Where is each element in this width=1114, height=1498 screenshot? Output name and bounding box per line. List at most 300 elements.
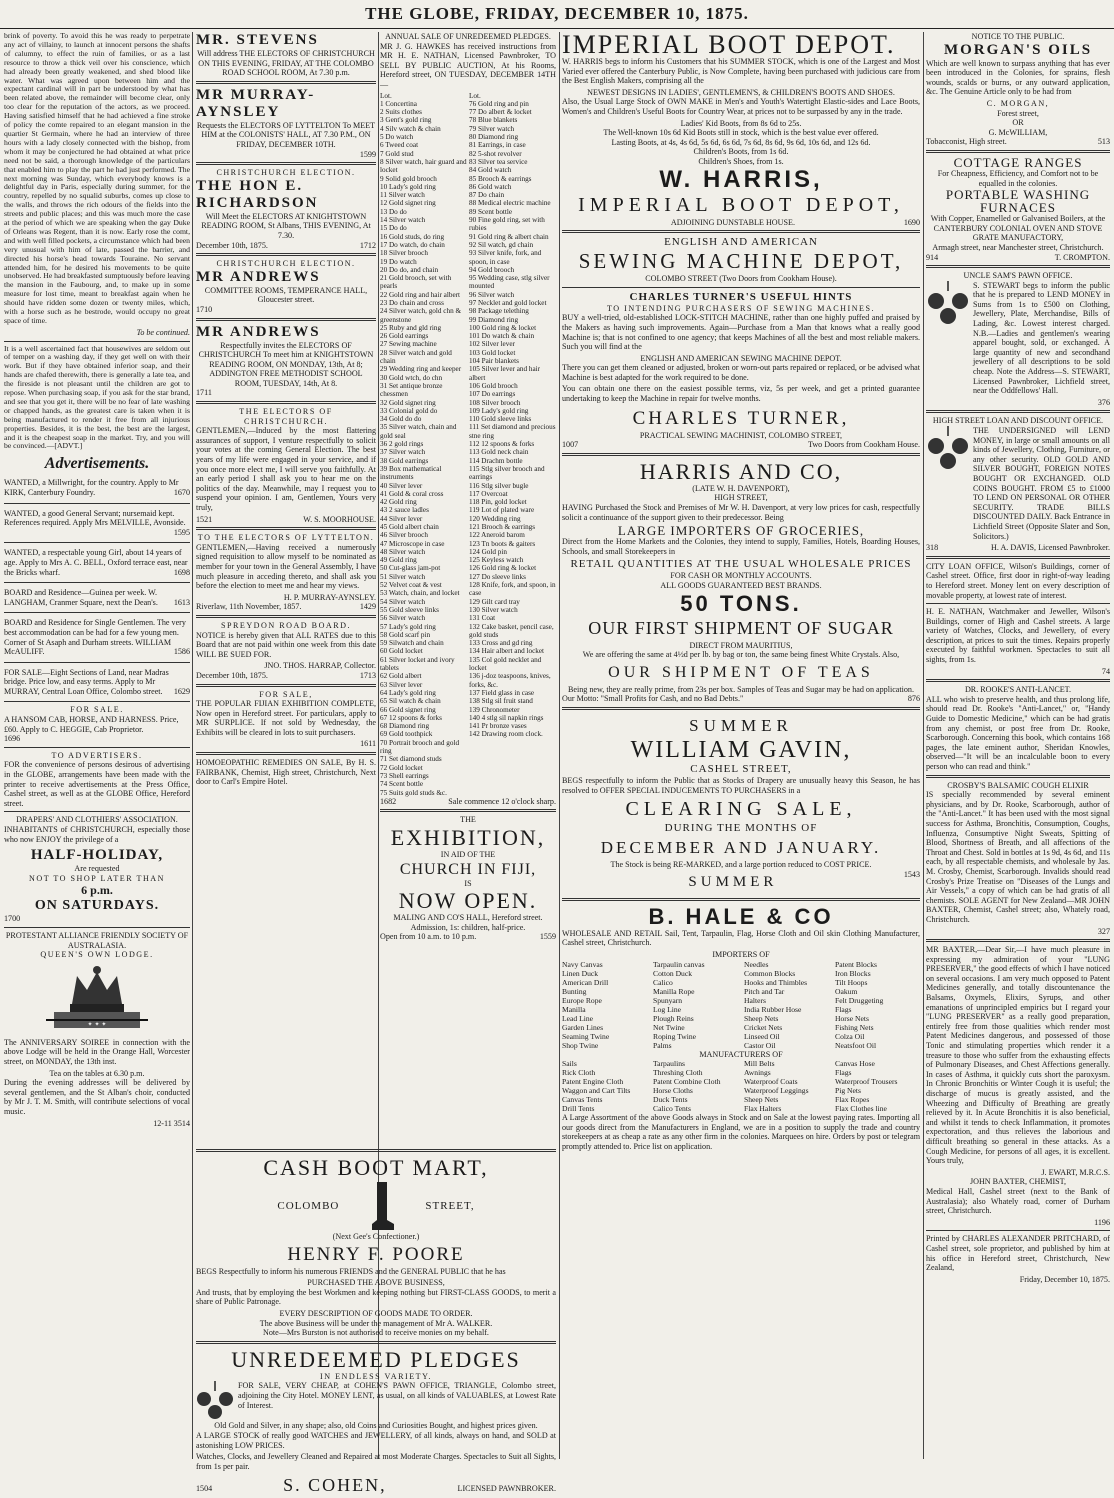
pawn-balls-icon <box>926 281 970 327</box>
masthead: THE GLOBE, FRIDAY, DECEMBER 10, 1875. <box>0 0 1114 29</box>
lot-item: 29 Wedding ring and keeper <box>380 365 462 374</box>
lot-item: 88 Medical electric machine <box>469 199 551 208</box>
lyttelton-signature: H. P. MURRAY-AYNSLEY. <box>283 592 376 602</box>
goods-item: Net Twine <box>653 1022 685 1032</box>
lot-item: 111 Set diamond and precious stne ring <box>469 423 556 440</box>
lot-item: 43 2 sauce ladles <box>380 506 429 515</box>
lot-item: 90 Fine gold ring, set with rubies <box>469 216 545 233</box>
lot-item: 139 Chronometer <box>469 705 520 714</box>
goods-item: Threshing Cloth <box>653 1068 703 1078</box>
crompton-name: T. CROMPTON. <box>1054 252 1110 262</box>
lot-item: 109 Lady's gold ring <box>469 406 529 415</box>
election-heading: CHRISTCHURCH ELECTION. <box>216 168 356 178</box>
lot-item: 64 Lady's gold ring <box>380 688 436 697</box>
evening-number: 12-11 3514 <box>153 1118 190 1128</box>
lot-item: 40 Silver lever <box>380 481 423 490</box>
lot-item: 8 Silver watch, hair guard and locket <box>380 157 467 175</box>
goods-item: Spunyarn <box>653 995 683 1005</box>
lot-item: 53 Watch, chain, and locket <box>380 589 460 598</box>
charles-turner-address: Two Doors from Cookham House. <box>807 440 920 450</box>
teas-text: Being new, they are really prime, from 23s per box. Samples of Teas and Sugar may be had on application. <box>567 684 915 694</box>
hints-depot: ENGLISH AND AMERICAN SEWING MACHINE DEPOT. <box>640 353 842 363</box>
poore-note: Note—Mrs Burston is not authorised to receive monies on my behalf. <box>263 1328 489 1338</box>
lot-item: 114 Drachm bottle <box>469 456 523 465</box>
goods-item: Waterproof Coats <box>744 1077 798 1087</box>
lot-item: 106 Gold brooch <box>469 381 518 390</box>
high-street-loan: HIGH STREET LOAN AND DISCOUNT OFFICE. <box>932 416 1104 426</box>
column-1 <box>4 32 190 1459</box>
poore-text: BEGS Respectfully to inform his numerous FRIENDS and the GENERAL PUBLIC that he has <box>196 1266 506 1276</box>
nathan-text: H. E. NATHAN, Watchmaker and Jeweller, Wilson's Buildings, corner of High and Cashel streets. A large variety of Watches, Clocks, and Jewellery, of every description, at prices to suit the times. Repairs properly executed by faithful workmen. Spectacles to suit all sights, from 1s. <box>926 607 1110 665</box>
lot-item: 36 2 gold rings <box>380 440 424 449</box>
exhibition-admission: Admission, 1s: children, half-price. <box>410 922 526 932</box>
lot-item: 81 Earrings, in case <box>469 141 526 150</box>
exhibition-the: THE <box>460 815 476 825</box>
goods-item: Bunting <box>562 986 587 996</box>
crown-emblem-icon <box>42 964 152 1034</box>
goods-column <box>562 1059 647 1113</box>
lot-item: 131 Coat <box>469 614 496 623</box>
goods-item: Neatsfoot Oil <box>835 1040 877 1050</box>
pawn-balls-icon <box>926 426 970 472</box>
lot-item: 130 Silver watch <box>469 605 518 614</box>
lot-item: 42 Gold ring <box>380 498 417 507</box>
english-american: ENGLISH AND AMERICAN <box>664 236 818 249</box>
andrews-number: 1710 <box>196 304 213 314</box>
lot-item: 47 Microscope in case <box>380 539 445 548</box>
cbm-colombo: COLOMBO <box>277 1199 340 1212</box>
lot-item: 136 j-doz teaspoons, knives, forks, &c. <box>469 672 551 689</box>
lot-item: 80 Diamond ring <box>469 133 519 142</box>
goods-item: Castor Oil <box>744 1040 776 1050</box>
advertisers-title: TO ADVERTISERS. <box>51 750 143 760</box>
goods-item: Calico Tents <box>653 1104 691 1114</box>
classified-ad: WANTED, a Millwright, for the country. Apply to Mr KIRK, Canterbury Foundry. 1670 <box>4 478 190 497</box>
useful-hints-title: CHARLES TURNER'S USEFUL HINTS <box>629 290 853 303</box>
lot-item: 105 Silver lever and hair albert <box>469 365 541 382</box>
lot-item: 41 Gold & coral cross <box>380 489 444 498</box>
lot-item: 28 Silver watch and gold chain <box>380 348 452 366</box>
unredeemed-number: 1504 <box>196 1484 213 1494</box>
lot-label: Lot. <box>469 91 481 100</box>
spreydon-date: December 10th, 1875. <box>196 670 268 680</box>
lot-item: 95 Wedding case, stlg silver mounted <box>469 274 550 291</box>
cash-boot-mart: CASH BOOT MART, <box>263 1155 489 1180</box>
goods-item: Mill Belts <box>744 1059 775 1069</box>
richardson-name: THE HON E. RICHARDSON <box>196 177 319 211</box>
crompton-number: 914 <box>926 252 939 262</box>
lot-item: 110 Gold sleeve links <box>469 415 532 424</box>
electors-heading: THE ELECTORS OF CHRISTCHURCH. <box>239 407 333 426</box>
baxter-address: Medical Hall, Cashel street (next to the Bank of Australasia); also Whately road, corner of Durham street, Christchurch. <box>926 1186 1110 1216</box>
manufactory: CANTERBURY COLONIAL OVEN AND STOVE GRATE MANUFACTORY, <box>933 223 1103 243</box>
goods-item: Common Blocks <box>744 968 796 978</box>
goods-item: Manilla Rope <box>653 986 695 996</box>
lot-item: 129 Gilt card tray <box>469 597 520 606</box>
lot-item: 71 Set diamond studs <box>380 755 442 764</box>
shipment-teas: OUR SHIPMENT OF TEAS <box>608 663 874 681</box>
sale-title: ANNUAL SALE OF UNREDEEMED PLEDGES. <box>385 32 551 41</box>
goods-item: Tarpaulin canvas <box>653 959 705 969</box>
column-rule <box>923 32 924 1459</box>
soap-advert: It is a well ascertained fact that housewives are seldom out of temper on a washing day, if they get well on with their work. But if they have obtained inferior soap, and their hands are chafed therewith, there is generally a late tea, and the fireside is not pleasant until the children are got to repose. When purchasing soap, if you ask for the star brand, and see that you get it, there will be no fear of late washing or chapped hands, as the greatest care is taken when it is being manufactured to render it free from all injurious properties. Besides, it is the best, the best are the largest, and it is the cheapest soap in the market. Try, and you will be convinced.—[ADVT.] <box>4 343 190 451</box>
w-harris-title: W. HARRIS, <box>659 165 823 193</box>
spreydon-heading: SPREYDON ROAD BOARD. <box>220 620 352 630</box>
richardson-number: 1712 <box>359 240 376 250</box>
lot-item: 94 Gold brooch <box>469 265 515 274</box>
lot-item: 9 Solid gold brooch <box>380 174 437 183</box>
lot-item: 3 Gent's gold ring <box>380 116 432 125</box>
lot-item: 91 Gold ring & albert chain <box>469 232 549 241</box>
crosby-number: 327 <box>1097 926 1110 936</box>
goods-item: Rick Cloth <box>562 1068 596 1078</box>
classified-ad: BOARD and Residence—Guinea per week. W. LANGHAM, Cranmer Square, next the Dean's. 1613 <box>4 588 190 607</box>
loan-text: THE UNDERSIGNED will LEND MONEY, in large or small amounts on all kinds of Jewellery, Clothing, Furniture, or any other security. OLD GOLD AND SILVER BOUGHT, FOREIGN NOTES BOUGHT OR EXCHANGED. OLD COINS BOUGHT. FROM £5 to £1000 TO LEND ON PERSONAL OR OTHER SECURITY. TRADE BILLS DISCOUNTED DAILY. Back Entrance in Lichfield Street (Opposite Slater and Son, Solicitors.) <box>973 426 1110 541</box>
adjoining: ADJOINING DUNSTABLE HOUSE. <box>670 217 795 227</box>
charles-turner-number: 1007 <box>562 440 579 450</box>
goods-item: Waterproof Leggings <box>744 1086 809 1096</box>
lot-item: 62 Gold albert <box>380 672 422 681</box>
goods-item: Horse Nets <box>835 1013 869 1023</box>
goods-item: Halters <box>744 995 766 1005</box>
lot-item: 17 Do watch, do chain <box>380 240 445 249</box>
charles-turner: CHARLES TURNER, <box>632 407 850 429</box>
lot-item: 5 Do watch <box>380 133 414 142</box>
goods-item: Roping Twine <box>653 1031 696 1041</box>
lot-item: 34 Gold do do <box>380 415 422 424</box>
colombo-street: COLOMBO STREET (Two Doors from Cookham House). <box>645 274 837 284</box>
goods-item: Waterproof Trousers <box>835 1077 898 1087</box>
goods-item: Navy Canvas <box>562 959 603 969</box>
lot-item: 44 Silver lever <box>380 514 423 523</box>
first-shipment: OUR FIRST SHIPMENT OF SUGAR <box>588 617 894 638</box>
harris-text2: Also, the Usual Large Stock of OWN MAKE in Men's and Youth's Watertight Elastic-sides and Lace Boots, Women's and Children's Useful Boots for Country Wear, at prices not to be surpassed by any in the trade. <box>562 97 920 116</box>
hints-text: BUY a well-tried, old-established LOCK-STITCH MACHINE, rather than one highly puffed and praised by the Makers as having such improvements. Again—Purchase from a Man that knows what a really good Machine is; that is not confined to one agency; that keeps Machines of all the best and most reliable makers. Such you will find at the <box>562 313 920 352</box>
oils-tobacconist: Tobacconist, High street. <box>926 137 1007 147</box>
goods-item: Garden Lines <box>562 1022 604 1032</box>
lot-item: 98 Package telething <box>469 307 529 316</box>
lot-item: 65 Sil watch & chain <box>380 697 441 706</box>
unredeemed-large: A LARGE STOCK of really good WATCHES and JEWELLERY, of all kinds, always on hand, and SOLD at astonishing LOW PRICES. <box>196 1430 556 1450</box>
lot-item: 73 Shell earrings <box>380 771 429 780</box>
lot-item: 72 Gold locket <box>380 763 423 772</box>
forsale-text: A HANSOM CAB, HORSE, AND HARNESS. Price, £60. Apply to C. HEGGIE, Cab Proprietor. <box>4 715 179 734</box>
half-holiday: HALF-HOLIDAY, <box>30 847 164 864</box>
lot-item: 20 Do do, and chain <box>380 265 439 274</box>
exhibition-church: CHURCH IN FIJI, <box>399 860 537 878</box>
lot-item: 54 Silver watch <box>380 597 426 606</box>
uncle-number: 376 <box>1097 397 1110 407</box>
lot-item: 84 Gold watch <box>469 166 512 175</box>
lot-item: 79 Silver watch <box>469 124 515 133</box>
manufacturers-of: MANUFACTURERS OF <box>699 1049 783 1059</box>
story-continued: To be continued. <box>136 327 190 337</box>
hints-text2: There you can get them cleaned or adjusted, broken or worn-out parts repaired or replaced, or be advised what Machine is best adapted for the work required to be done. <box>562 363 920 382</box>
tea-time: Tea on the tables at 6.30 p.m. <box>49 1068 145 1078</box>
fijian-heading: FOR SALE, <box>259 689 313 699</box>
lot-item: 33 Colonial gold do <box>380 406 438 415</box>
stevens-name: MR. STEVENS <box>196 32 319 48</box>
classified-ad: BOARD and Residence for Single Gentlemen. The very best accommodation can be had for a few young men. Corner of St Asaph and Durham streets. WILLIAM McAULIFF. 1586 <box>4 618 190 657</box>
lot-item: 100 Gold ring & locket <box>469 323 537 332</box>
lot-item: 108 Silver brooch <box>469 398 521 407</box>
lot-item: 38 Gold earrings <box>380 456 429 465</box>
lot-item: 82 5-shot revolver <box>469 149 522 158</box>
goods-item: Tilt Hoops <box>835 977 868 987</box>
forsale-title: FOR SALE. <box>70 705 124 715</box>
lot-item: 138 Stlg sil fruit stand <box>469 697 533 706</box>
lot-item: 128 Knife, fork, and spoon, in case <box>469 581 556 598</box>
crosby-text: IS specially recommended by several eminent physicians, and by Dr. Rooke, Scarborough, author of the "Anti-Lancet." It has been used with the most signal success for Asthma, Bronchitis, Consumption, Coughs, Influenza, Consumptive Night Sweats, Spitting of Blood, Shortness of Breath, and all affections of the Throat and Chest. Sold in bottles at 1s 9d, 4s 6d, and 11s each, by all respectable chemists, and wholesale by Jas. M. Crosby, Chemist, Scarborough. Invalids should read Crosby's Prize Treatise on "Diseases of the Lungs and Air Vessels," a copy of which can be had gratis of all chemists. SOLE AGENT for New Zealand—MR JOHN BAXTER, Chemist, Cashel street; also, Whately road, Christchurch. <box>926 790 1110 924</box>
lot-item: 115 Stlg silver brooch and earrings <box>469 464 545 482</box>
cottage-ranges: COTTAGE RANGES <box>953 154 1083 170</box>
remarked-stock: The Stock is being RE-MARKED, and a large portion reduced to COST PRICE. <box>610 860 872 870</box>
goods-item: Cricket Nets <box>744 1022 783 1032</box>
harris-and-co: HARRIS AND CO, <box>639 458 843 484</box>
lot-item: 76 Gold ring and pin <box>469 99 529 108</box>
lot-item: 70 Portrait brooch and gold ring <box>380 738 460 756</box>
drapers-text: INHABITANTS of CHRISTCHURCH, especially those who now ENJOY the privilege of a <box>4 825 190 844</box>
lyttelton-number: 1429 <box>359 602 376 612</box>
hale-text: WHOLESALE AND RETAIL Sail, Tent, Tarpaulin, Flag, Horse Cloth and Oil skin Clothing Manufacturer, Cashel street, Christchurch. <box>562 928 920 948</box>
goods-item: Needles <box>744 959 769 969</box>
guaranteed-brands: ALL GOODS GUARANTEED BEST BRANDS. <box>660 581 822 590</box>
andrews-number: 1711 <box>196 388 212 398</box>
not-shop: NOT TO SHOP LATER THAN <box>29 873 165 883</box>
shop-time: 6 p.m. <box>81 883 113 898</box>
spreydon-signature: JNO. THOS. HARRAP, Collector. <box>264 661 376 671</box>
goods-item: Manilla <box>562 1004 586 1014</box>
stevens-text: Will address THE ELECTORS OF CHRISTCHURCH ON THIS EVENING, FRIDAY, AT THE COLOMBO ROAD SCHOOL ROOM, At 7.30 p.m. <box>197 49 375 78</box>
soiree-text: The ANNIVERSARY SOIREE in connection with the above Lodge will be held in the Orange Hall, Worcester street, on MONDAY, the 13th inst. <box>4 1037 190 1066</box>
lot-item: 56 Silver watch <box>380 614 426 623</box>
large-importers: LARGE IMPORTERS OF GROCERIES, <box>617 523 865 539</box>
goods-item: Canvas Tents <box>562 1095 603 1105</box>
goods-item: Shop Twine <box>562 1040 599 1050</box>
cohen-name: S. COHEN, <box>283 1475 387 1496</box>
goods-item: Linen Duck <box>562 968 599 978</box>
drapers-title: DRAPERS' AND CLOTHIERS' ASSOCIATION. <box>16 815 178 825</box>
newest-designs: NEWEST DESIGNS IN LADIES', GENTLEMEN'S, & CHILDREN'S BOOTS AND SHOES. <box>587 87 895 97</box>
oils-mcwilliam: G. McWILLIAM, <box>988 127 1048 137</box>
lot-item: 123 Tn boots & gaiters <box>469 539 536 548</box>
lower-block <box>196 1146 556 1496</box>
goods-item: Cotton Duck <box>653 968 693 978</box>
goods-item: Hooks and Thimbles <box>744 977 808 987</box>
lot-item: 75 Suits gold studs &c. <box>380 788 447 797</box>
lot-item: 125 Keyless watch <box>469 556 524 565</box>
lot-item: 30 Gold wtch, do chn <box>380 373 443 382</box>
imprint-date: Friday, December 10, 1875. <box>1019 1274 1110 1284</box>
lyttelton-heading: TO THE ELECTORS OF LYTTELTON. <box>197 533 375 543</box>
lot-item: 116 Stlg silver bugle <box>469 481 529 490</box>
lot-item: 97 Necklet and gold locket <box>469 298 547 307</box>
lot-item: 61 Silver locket and ivory tablets <box>380 655 455 673</box>
cohen-licensed: LICENSED PAWNBROKER. <box>457 1484 556 1494</box>
lot-item: 126 Gold ring & locket <box>469 564 537 573</box>
homoeopathic-text: HOMOEOPATHIC REMEDIES ON SALE, By H. S. FAIRBANK, Chemist, High street, Christchurch, Next door to Carl's Empire Hotel. <box>196 758 376 787</box>
lot-item: 1 Concertina <box>380 99 417 108</box>
rooke-title: DR. ROOKE'S ANTI-LANCET. <box>964 685 1072 695</box>
poore-business: The above Business will be under the management of Mr A. WALKER. <box>259 1318 493 1328</box>
fifty-tons: 50 TONS. <box>680 590 802 616</box>
lot-item: 6 Tweed coat <box>380 141 419 150</box>
cbm-street: STREET, <box>425 1199 475 1212</box>
rooke-text: ALL who wish to preserve health, and thus prolong life, should read Dr. Rooke's "Anti-Lancet," or, "Handy Guide to Domestic Medicine," which can be had gratis from any chemist, or post free from Dr. Rooke, Scarborough. Concerning this book, which contains 168 pages, the late eminent author, Sheridan Knowles, observed—"It will be an incalculable boon to every person who can read and think." <box>926 694 1110 771</box>
richardson-date: December 10th, 1875. <box>196 240 268 250</box>
exhibition-number: 1559 <box>539 932 556 942</box>
lot-item: 121 Brooch & earrings <box>469 523 536 531</box>
goods-item: Drill Tents <box>562 1104 595 1114</box>
importers-list <box>562 960 920 1050</box>
ranges-text: For Cheapness, Efficiency, and Comfort not to be equalled in the colonies. <box>937 168 1099 188</box>
lot-item: 18 Silver brooch <box>380 249 428 258</box>
oils-text: Which are well known to surpass anything that has ever been introduced in the Colonies, for sprains, flesh wounds, scalds or burns, or any outward application, &c. The Genuine Article only to be had from <box>926 58 1110 97</box>
lot-item: 14 Silver watch <box>380 216 426 225</box>
lot-item: 50 Cut-glass jam-pot <box>380 564 441 573</box>
unredeemed-text: FOR SALE, VERY CHEAP, at COHEN'S PAWN OFFICE, TRIANGLE, Colombo street, adjoining the City Hotel. MONEY LENT, as usual, on all kinds of VALUABLES, at Lowest Rate of Interest. <box>238 1381 556 1410</box>
goods-item: Iron Blocks <box>835 968 871 978</box>
goods-column <box>744 1059 829 1113</box>
city-loan: CITY LOAN OFFICE, Wilson's Buildings, corner of Cashel street. Office, first door in right-of-way leading to Hereford street. Money lent on every description of movable property, at lowest rate of interest. <box>926 561 1110 600</box>
goods-item: Sheep Nets <box>744 1013 779 1023</box>
lot-item: 102 Silver lever <box>469 340 515 349</box>
requested: Are requested <box>74 864 120 874</box>
lot-item: 58 Gold scarf pin <box>380 630 431 639</box>
lot-item: 63 Silver lever <box>380 680 423 689</box>
goods-item: Flax Ropes <box>835 1095 870 1105</box>
andrews-committee: COMMITTEE ROOMS, TEMPERANCE HALL, Gloucester street. <box>204 285 368 305</box>
lot-item: 99 Diamond ring <box>469 315 519 324</box>
lot-item: 21 Gold brooch, set with pearls <box>380 274 452 291</box>
lot-item: 10 Lady's gold ring <box>380 182 436 191</box>
lot-item: 57 Lady's gold ring <box>380 622 436 631</box>
advertisers-text: FOR the convenience of persons desirous of advertising in the GLOBE, arrangements have been made with the printer to receive advertisements at the Press Office, Cashel street, as well as at the GLOBE Office, Hereford street. <box>4 760 190 808</box>
lot-item: 119 Lot of plated ware <box>469 506 535 515</box>
lot-item: 35 Silver watch, chain and gold seal <box>380 423 457 440</box>
goods-column <box>562 960 647 1050</box>
lot-item: 140 4 stlg sil napkin rings <box>469 713 544 722</box>
goods-item: Waggon and Cart Tilts <box>562 1086 631 1096</box>
lot-item: 86 Gold watch <box>469 182 512 191</box>
boot-icon <box>369 1180 395 1232</box>
goods-item: Palms <box>653 1040 672 1050</box>
lot-item: 39 Box mathematical instruments <box>380 464 442 482</box>
lot-item: 31 Set antique bronze chessmen <box>380 381 443 399</box>
goods-item: Duck Tents <box>653 1095 688 1105</box>
oils-name: C. MORGAN, <box>986 98 1050 108</box>
baxter-number: 1196 <box>1094 1217 1110 1227</box>
lot-item: 83 Silver tea service <box>469 157 528 166</box>
lot-item: 117 Overcoat <box>469 489 508 498</box>
saturday-number: 1700 <box>4 914 21 924</box>
sewing-machine-depot: SEWING MACHINE DEPOT, <box>578 249 904 274</box>
sale-time: Sale commence 12 o'clock sharp. <box>448 796 556 806</box>
notice-public: NOTICE TO THE PUBLIC. <box>971 32 1065 41</box>
lot-item: 113 Gold neck chain <box>469 448 529 457</box>
baxter-name: JOHN BAXTER, CHEMIST, <box>969 1177 1067 1187</box>
uncle-text: S. STEWART begs to inform the public that he is prepared to LEND MONEY in Sums from 1s to £500 on Clothing, Jewellery, Plate, Merchandise, Bills of Lading, &c. Lowest interest charged. N.B.—Ladies and gentlemen's wearing apparel bought, sold, or exchanged. A large quantity of new and secondhand jewellery of all descriptions to be sold cheap. Note the Address—S. STEWART, Licensed Pawnbroker, Lichfield street, near the Oddfellows' Hall. <box>973 280 1110 396</box>
spreydon-number: 1713 <box>359 670 376 680</box>
lot-item: 141 Pr bronze vases <box>469 722 527 731</box>
useful-hints-sub: TO INTENDING PURCHASERS OF SEWING MACHINES. <box>606 303 876 313</box>
lot-item: 16 Gold studs, do ring <box>380 232 445 241</box>
lot-item: 89 Scent bottle <box>469 207 513 216</box>
poore-every: EVERY DESCRIPTION OF GOODS MADE TO ORDER. <box>279 1308 473 1318</box>
lot-item: 2 Suits clothes <box>380 108 422 117</box>
loan-number: 318 <box>926 543 939 553</box>
lot-item: 120 Wedding ring <box>469 514 521 523</box>
lot-item: 107 Do earrings <box>469 390 516 399</box>
harris-text: W. HARRIS begs to inform his Customers that his SUMMER STOCK, which is one of the Largest and Most Varied ever offered the Canterbury Public, is Now Complete, having been purchased with judicious care from the Best English Makers, comprising all the <box>562 57 920 86</box>
election-heading: CHRISTCHURCH ELECTION. <box>216 259 356 269</box>
nathan-number: 74 <box>1101 666 1110 676</box>
lot-item: 87 Do chain <box>469 191 505 200</box>
lot-item: 134 Hair albert and locket <box>469 647 545 656</box>
goods-item: Log Line <box>653 1004 682 1014</box>
goods-item: Felt Druggeting <box>835 995 884 1005</box>
exhibition-is: IS <box>464 878 472 888</box>
direct-mauritius: DIRECT FROM MAURITIUS, <box>689 640 793 650</box>
goods-item: Flax Halters <box>744 1104 782 1114</box>
manufactory-address: Armagh street, near Manchester street, Christchurch. <box>932 242 1104 252</box>
lot-item: 135 Col gold necklet and locket <box>469 655 542 673</box>
price-line: Lasting Boots, at 4s, 4s 6d, 5s 6d, 6s 6d, 7s 6d, 8s 6d, 9s 6d, 10s 6d, and 12s 6d. <box>611 137 871 147</box>
lot-item: 12 Gold signet ring <box>380 199 436 208</box>
lot-item: 92 Sil watch, gd chain <box>469 240 534 249</box>
lot-item: 49 Gold ring <box>380 556 417 565</box>
lot-item: 22 Gold ring and hair albert <box>380 290 461 299</box>
or: OR <box>1012 118 1024 128</box>
lot-item: 127 Do sleeve links <box>469 572 526 581</box>
svg-text:✦ ✦ ✦: ✦ ✦ ✦ <box>87 1020 107 1028</box>
lot-item: 13 Do do <box>380 207 407 216</box>
summer-banner: SUMMER <box>688 873 778 890</box>
price-line: The Well-known 10s 6d Kid Boots still in stock, which is the best value ever offered. <box>603 128 879 138</box>
baxter-letter: MR BAXTER,—Dear Sir,—I have much pleasure in expressing my admiration of your "LUNG PRESERVER," the good effects of which I have noticed on several occasions. I am very much opposed to Patent Medicines generally, and totally discountenance the Balsams, Oxymels, Elixirs, Syrups, and other emanations of unprincipled empirics but I regard your "LUNG PRESERVER" as a really good preparation, entirely free from those qualities which render most Patent Medicines dangerous, and possessed of those Tonic and stimulating properties which render it a treasure to those who suffer from the exhausting effects of Pulmonary Diseases, and Chest Affections generally. In cases of Asthma, it quickly cuts short the paroxysm. In Chronic Bronchitis or Winter Cough it is useful; the discharge of mucus is greatly assisted, and the Wheezing and Difficulty of Breathing are greatly relieved by it. In Acute Bronchitis it is also beneficial, and whilst it tends to check Inflammation, it promotes expectoration, and thus relieves the laborious and difficult breathing so general in these attacks. As a Cough Medicine, for persons of all ages, it is excellent. Yours truly, <box>926 945 1110 1166</box>
loan-name: H. A. DAVIS, Licensed Pawnbroker. <box>991 543 1110 553</box>
goods-item: Flax Clothes line <box>835 1104 887 1114</box>
lot-item: 19 Do watch <box>380 257 417 266</box>
william-gavin: WILLIAM GAVIN, <box>630 736 852 763</box>
gavin-number: 1543 <box>903 869 920 879</box>
goods-item: Patent Combine Cloth <box>653 1077 721 1087</box>
electors-signature: W. S. MOORHOUSE. <box>303 514 376 524</box>
goods-item: Sails <box>562 1059 577 1069</box>
lot-item: 32 Gold signet ring <box>380 398 436 407</box>
exhibition-aid: IN AID OF THE <box>440 849 496 859</box>
price-line: Ladies' Kid Boots, from 8s 6d to 25s. <box>680 118 802 128</box>
electors-number: 1521 <box>196 514 213 524</box>
goods-item: Tarpaulins <box>653 1059 685 1069</box>
column-rule <box>192 32 193 1459</box>
unredeemed-gold: Old Gold and Silver, in any shape; also, old Coins and Curiosities Bought, and highest prices given. <box>214 1421 538 1431</box>
lot-item: 101 Do watch & chain <box>469 332 535 341</box>
goods-item: Pitch and Tar <box>744 986 785 996</box>
lot-item: 122 Aneroid barom <box>469 531 525 540</box>
motto: Our Motto: "Small Profits for Cash, and no Bad Debts." <box>562 694 744 704</box>
goods-item: Colza Oil <box>835 1031 865 1041</box>
sugar-offer: We are offering the same at 4½d per lb. by bag or ton, the same being finest White Crystals. Also, <box>582 650 900 660</box>
uncle-sams: UNCLE SAM'S PAWN OFFICE. <box>963 271 1073 281</box>
classified-ad: WANTED, a good General Servant; nursemaid kept. References required. Apply Mrs MELVILLE, Avonside. 1595 <box>4 508 190 537</box>
lot-item: 51 Silver watch <box>380 572 426 581</box>
goods-column <box>744 960 829 1050</box>
clearing-sale: CLEARING SALE, <box>625 798 857 821</box>
goods-item: Europe Rope <box>562 995 602 1005</box>
serial-story: brink of poverty. To avoid this he was ready to perpetrate any act of villainy, to launch at innocent persons the shafts of calumny, to effect the ruin of families, or as a last resource to throw a thick veil over his conscience, which had already been greatly weakened, and shed blood like water. What was agreed upon between him and the expectant cardinal will in part be understood by what has been related above, the remainder will become clear, only too clear for the reputation of the actors, as we proceed. Having satisfied himself that he had achieved a fine stroke of policy the comte repaired to an elegant mansion in the quartier St Germain, where he had an interview of three hours with a lady closely connected with the bishop, from whom it may be conjectured he had obtained at what price need not be said, a thorough knowledge of the particulars that enabled him to play the part he had just performed. The next morning was Sunday, which everybody knows is a delightful day in Paris, especially during summer, for the country, repelled by no squalid suburbs, comes up close to the walls, and throws the rich odours of the fields into the streets and public places; and this was much more the case at the period of which we are speaking when the gay Duke of Orleans was Regent, than it is now. Early rose the comt, and with well filled pockets, a circumstance which had been very unusual with him of late, passed the barrier, and directed his horse's head towards Touraine. No servant attended him, for he desired his movements to be quite unobserved. He had breakfasted sumptuously before leaving the mansion in the Faubourg, and, to make up in some measure for lost time, meant to breakfast again when he should have ridden some dozen or twenty miles, which, with a horse such as he bestrode, would occupy no great space of time. <box>4 31 190 325</box>
lot-item: 103 Gold locket <box>469 348 516 357</box>
